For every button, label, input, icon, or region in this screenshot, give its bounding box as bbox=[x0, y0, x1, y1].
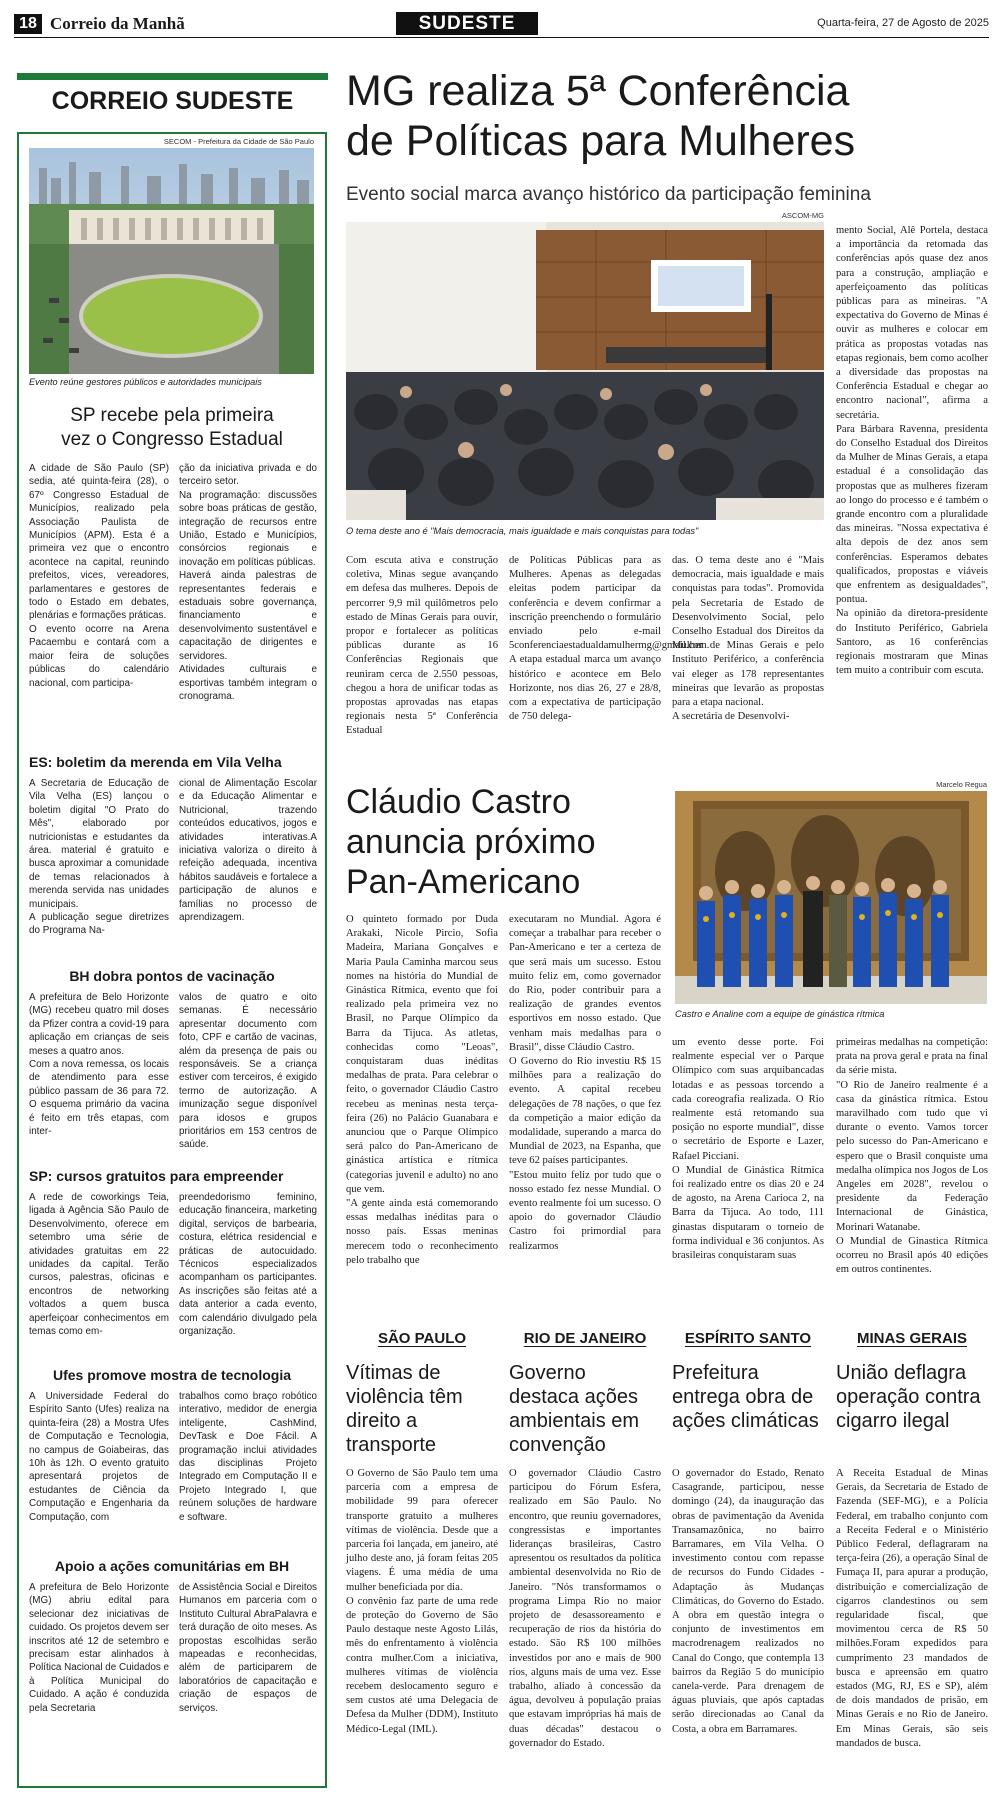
region-title: União deflagra operação contra cigarro ilegal bbox=[836, 1362, 981, 1432]
header-rule bbox=[14, 37, 989, 38]
brief-2-title: BH dobra pontos de vacinação bbox=[69, 968, 275, 984]
lead-col4: mento Social, Alê Portela, destaca a importância da retomada das conferências após quase dez anos para a construção, ampliação e aperfeiçoamento das políticas públicas para as mineiras. "A expectativa do Governo de Minas é ouvir as mulheres e colocar em prática as propostas votadas nas etapas regionais, bem como acolher a diversidade das propostas na Conferência Estadual e chegar ao encontro nacional", afirma a secretária. Para Bárbara Ravenna, presidenta do Conselho Estadual dos Direitos da Mulher de Minas Gerais, a etapa estadual é a consolidação das propostas que as mulheres fizeram ao longo do processo e é também o grande encontro com a pluralidade das mineiras. "Nossa expectativa é alta depois de dez anos sem conferências. Esperamos debates qualificados, propostas e viáveis que enfrentem as desigualdades", pontua. Na opinião da diretora-presidente do Instituto Periférico, Gabriela Santoro, as 16 conferências regionais mostraram que Minas tem muito a contribuir com escuta. bbox=[836, 225, 988, 677]
second-headline bbox=[346, 782, 666, 902]
brief-3-title: SP: cursos gratuitos para empreender bbox=[29, 1168, 284, 1184]
second-col2: executaram no Mundial. Agora é começar a trabalhar para receber o Pan-Americano e ter a certeza de que será mais um sucesso. Estou muito feliz em, como governador do Rio, poder contribuir para a realização de grandes eventos esportivos em nosso estado. Que venham mais medalhas para o Brasil", disse Cláudio Castro. O Governo do Rio investiu R$ 15 milhões para a realização do evento. A capital recebeu delegações de 78 nações, o que fez da competição a maior edição da modalidade, superando a marca do Mundial de 2023, na Espanha, que teve 62 países participantes. "Estou muito feliz por tudo que o nosso estado fez nesse Mundial. O evento realmente foi um sucesso. O apoio do governador Cláudio Castro foi primordial para realizarmos bbox=[509, 914, 661, 1252]
brief-1-col1: A Secretaria de Educação de Vila Velha (ES) lançou o boletim digital "O Prato do Mês", elaborado por nutricionistas e estudantes da área. material é gratuito e busca aproximar a comunidade de temas relacionados à merenda servida nas unidades municipais. A publicação segue diretrizes do Programa Na- bbox=[29, 778, 169, 937]
brief-4-title: Ufes promove mostra de tecnologia bbox=[52, 1367, 292, 1383]
region-minas-gerais bbox=[836, 1330, 988, 1790]
second-photo bbox=[675, 791, 987, 1004]
sidebar-lead-col1: A cidade de São Paulo (SP) sedia, até quinta-feira (28), o 67º Congresso Estadual de Municípios, realizado pela Associação Paulista de Municípios (APM). Esta é a primeira vez que o encontro acontece na capital, reunindo prefeitos, vices, vereadores, parlamentares e gestores de todo o Estado em debates, plenárias e formações práticas. O evento ocorre na Arena Pacaembu e contará com a maior feira de soluções públicas do calendário nacional, com participa- bbox=[29, 463, 169, 689]
lead-photo bbox=[346, 222, 824, 520]
sidebar-lead-title-line1: SP recebe pela primeira bbox=[70, 405, 274, 426]
region-rio-de-janeiro bbox=[509, 1330, 661, 1790]
region-title: Prefeitura entrega obra de ações climáticas bbox=[672, 1362, 819, 1432]
brief-1-col2: cional de Alimentação Escolar e da Educação Alimentar e Nutricional, trazendo conteúdos educativos, jogos e atividades interativas.A iniciativa valoriza o direito à refeição adequada, incentiva hábitos saudáveis e fortalece a participação de alunos e famílias no processo de aprendizagem. bbox=[179, 778, 317, 924]
brief-2-col2: valos de quatro e oito semanas. É necessário apresentar documento com foto, CPF e cartão de vacinas, além da presença de pais ou responsáveis. Se a criança estiver com terceiros, é exigido termo de autorização. A imunização segue disponível para idosos e grupos prioritários em 153 centros de saúde. bbox=[179, 992, 317, 1151]
sidebar-photo-caption: Evento reúne gestores públicos e autoridades municipais bbox=[29, 377, 262, 387]
second-col1: O quinteto formado por Duda Arakaki, Nicole Pircio, Sofia Madeira, Mariana Gonçalves e Maria Paula Caminha marcou seus nomes na história do Mundial de Ginástica Rítmica, evento que foi realizado pela primeira vez no Brasil, no Parque Olímpico da Barra da Tijuca. As atletas, conhecidas como "Leoas", conquistaram duas inéditas medalhas de prata. Para celebrar o feito, o governador Cláudio Castro recebeu as meninas nesta terça-feira (26) no Palácio Guanabara e anunciou que o Parque Olímpico será palco do Pan-Americano de ginástica artística e rítmica (categorias juvenil e adulto) no ano que vem. "A gente ainda está comemorando essas medalhas inéditas para o nosso país. Essas meninas merecem todo o reconhecimento pelo trabalho que bbox=[346, 914, 498, 1266]
lead-col3: das. O tema deste ano é "Mais democracia, mais igualdade e mais conquistas para todas". Promovida pela Secretaria de Estado de Desenvolvimento Social, pelo Conselho Estadual dos Direitos da Mulher de Minas Gerais e pelo Instituto Periférico, a conferência vai eleger as 178 representantes mineiras que levarão as propostas para a etapa nacional. A secretária de Desenvolvi- bbox=[672, 555, 824, 723]
page-header bbox=[14, 12, 989, 38]
sidebar-box bbox=[17, 132, 327, 1788]
region-text: O governador do Estado, Renato Casagrande, participou, nesse domingo (24), da inauguração das obras de pavimentação da Avenida Transamazônica, no bairro Barramares, em Vila Velha. O investimento contou com repasse de recursos do Fundo Cidades - Adaptação às Mudanças Climáticas, do Governo do Estado. A obra em questão integra o conjunto de investimentos em macrodrenagem realizados no Canal do Congo, que contempla 13 bairros da Região 5 do município canela-verde. Para drenagem de águas pluviais, que após captadas serão direcionadas ao Canal da Costa, a obra em Barramares. bbox=[672, 1468, 824, 1735]
brief-4-col1: A Universidade Federal do Espírito Santo (Ufes) realiza na quinta-feira (28) a Mostra Ufes de Computação e Tecnologia, no campus de Goiabeiras, das 10h às 12h. O evento gratuito apresentará projetos de estudantes de Ciência da Computação e Engenharia da Computação, com bbox=[29, 1391, 169, 1523]
sidebar-top-bar bbox=[17, 73, 328, 80]
brief-5-col2: de Assistência Social e Direitos Humanos em parceria com o Instituto Cultural AbraPalavra e terá duração de oito meses. As propostas escolhidas serão mapeadas e reconhecidas, além de participarem de laboratórios de capacitação e criação de espaços de serviços. bbox=[179, 1582, 317, 1714]
second-headline-line2: anuncia próximo bbox=[346, 823, 596, 861]
sidebar-photo-credit: SECOM - Prefeitura da Cidade de São Paulo bbox=[163, 137, 314, 146]
sidebar-lead-title bbox=[19, 404, 325, 452]
brief-2-col1: A prefeitura de Belo Horizonte (MG) recebeu quatro mil doses da Pfizer contra a covid-19 para aplicação em crianças de seis meses a quatro anos. Com a nova remessa, os locais de atendimento para esse público passam de 36 para 72. O esquema primário da vacina é feito em três etapas, com inter- bbox=[29, 992, 169, 1138]
second-photo-caption: Castro e Analine com a equipe de ginástica rítmica bbox=[675, 1009, 885, 1019]
second-col4: primeiras medalhas na competição: prata na prova geral e prata na final da série mista. "O Rio de Janeiro realmente é a casa da ginástica rítmica. Estou maravilhado com tudo que vi durante o evento. Vamos torcer pelo sucesso do Pan-Americano e espero que o Brasil conquiste uma medalha olímpica nos Jogos de Los Angeles em 2028", revelou o presidente da Federação Internacional de Ginástica, Morinari Watanabe. O Mundial de Ginastica Rítmica ocorreu no Brasil após 40 edições em outros continentes. bbox=[836, 1037, 988, 1276]
brief-4-col2: trabalhos como braço robótico interativo, medidor de energia inteligente, CashMind, DevTask e Doe Fácil. A programação inclui atividades das disciplinas Projeto Integrado em Computação II e Projeto Integrado I, que reúnem soluções de hardware e software. bbox=[179, 1391, 317, 1523]
lead-headline bbox=[346, 66, 996, 166]
region-espirito-santo bbox=[672, 1330, 824, 1790]
lead-photo-credit: ASCOM-MG bbox=[781, 211, 824, 220]
lead-headline-line2: de Políticas para Mulheres bbox=[346, 117, 856, 165]
lead-col1: Com escuta ativa e construção coletiva, Minas segue avançando em defesa das mulheres. Depois de percorrer 9,9 mil quilômetros pelo estado de Minas Gerais para ouvir, propor e fortalecer as políticas públicas durante as 16 Conferências Regionais que reuniram cerca de 2.550 pessoas, chegou a hora de unificar todas as propostas aprovadas nas etapas regionais nesta 5ª Conferência Estadual bbox=[346, 555, 498, 737]
lead-col2: de Políticas Públicas para as Mulheres. Apenas as delegadas eleitas podem participar da conferência e devem confirmar a inscrição preenchendo o formulário enviado pelo e-mail 5conferenciaestadualdamulhermg@gmail.com. A etapa estadual marca um avanço histórico e acontece em Belo Horizonte, nos dias 26, 27 e 28/8, com a expectativa de participação de 750 delega- bbox=[509, 555, 710, 723]
brief-5-title: Apoio a ações comunitárias em BH bbox=[54, 1558, 290, 1574]
second-col3: um evento desse porte. Foi realmente especial ver o Parque Olímpico com suas arquibancadas lotadas e as pessoas torcendo a cada coreografia realizada. O Rio realmente está retomando sua posição no esporte mundial", disse o secretário de Esporte e Lazer, Rafael Picciani. O Mundial de Ginástica Rítmica foi realizado entre os dias 20 e 24 de agosto, na Arena Carioca 2, na Barra da Tijuca. Ao todo, 111 ginastas disputaram o torneio de forma individual e 36 conjuntos. As brasileiras conquistaram suas bbox=[672, 1037, 824, 1262]
second-photo-credit: Marcelo Regua bbox=[936, 780, 987, 789]
sidebar-lead-col2: ção da iniciativa privada e do terceiro setor. Na programação: discussões sobre boas práticas de gestão, integração de recursos entre União, Estado e Municípios, consórcios regionais e inovação em políticas públicas. Haverá ainda palestras de representantes federais e estaduais sobre governança, financiamento e desenvolvimento sustentável e capacitação de dirigentes e servidores. Atividades culturais e esportivas também integram o cronograma. bbox=[179, 463, 317, 702]
second-headline-line3: Pan-Americano bbox=[346, 863, 581, 901]
sidebar-photo bbox=[29, 148, 314, 374]
region-text: O Governo de São Paulo tem uma parceria com a empresa de mobilidade 99 para oferecer transporte gratuito a mulheres vítimas de violência. Desde que a parceria foi lançada, em janeiro, até julho deste ano, já foram feitas 205 viagens. É uma média de uma mulher beneficiada por dia. O convênio faz parte de uma rede de proteção do Governo de São Paulo destaque neste Agosto Lilás, mês do enfrentamento à violência contra mulher.Com a iniciativa, mulheres vítimas de violência recebem deslocamento seguro e sem custos até uma Delegacia de Defesa da Mulher (DDM), Instituto Médico-Legal (IML). bbox=[346, 1468, 498, 1735]
region-text: O governador Cláudio Castro participou do Fórum Esfera, realizado em São Paulo. No encontro, que reuniu governadores, congressistas e importantes lideranças brasileiras, Castro apresentou os resultados da política ambiental desenvolvida no Rio de Janeiro. "Nós transformamos o programa Limpa Rio no maior projeto de desassoreamento e recuperação de rios da história do estado. São R$ 100 milhões investidos por ano e mais de 900 rios, alguns mais de uma vez. Esse trabalho, aliado à concessão da água, devolveu à população praias que estavam impróprias há mais de duas décadas" destacou o governador do Estado. bbox=[509, 1468, 661, 1749]
brief-3-col2: preendedorismo feminino, educação financeira, marketing digital, serviços de barbearia, costura, elétrica residencial e práticas de autocuidado. Técnicos especializados acompanham os participantes. As inscrições são feitas até a data anterior a cada evento, com calendário divulgado pela organização. bbox=[179, 1192, 317, 1338]
region-name: ESPÍRITO SANTO bbox=[684, 1330, 812, 1347]
lead-photo-caption: O tema deste ano é "Mais democracia, mais igualdade e mais conquistas para todas" bbox=[346, 526, 699, 536]
region-name: RIO DE JANEIRO bbox=[523, 1330, 647, 1347]
region-name: MINAS GERAIS bbox=[856, 1330, 967, 1347]
second-headline-line1: Cláudio Castro bbox=[346, 783, 571, 821]
page-date: Quarta-feira, 27 de Agosto de 2025 bbox=[817, 17, 989, 29]
section-label: SUDESTE bbox=[396, 12, 538, 35]
lead-subtitle: Evento social marca avanço histórico da participação feminina bbox=[346, 184, 871, 205]
sidebar-title: CORREIO SUDESTE bbox=[51, 87, 294, 115]
region-text: A Receita Estadual de Minas Gerais, da Secretaria de Estado de Fazenda (SEF-MG), e a Polícia Federal, em trabalho conjunto com a Receita Federal e o Ministério Público Federal, deflagraram na terça-feira (26), a operação Sinal de Fumaça II, para apurar a produção, distribuição e comercialização de cigarros clandestinos ou sem regularidade fiscal, que movimentou cerca de R$ 50 milhões.Foram expedidos para cumprimento 23 mandados de busca e apreensão em quatro estados (MG, RJ, ES e SP), além de dois mandados de prisão, em Minas Gerais e no Rio de Janeiro. Em Minas Gerais, são seis mandados de busca. bbox=[836, 1468, 988, 1749]
newspaper-name: Correio da Manhã bbox=[50, 14, 185, 33]
brief-1-title: ES: boletim da merenda em Vila Velha bbox=[29, 754, 282, 770]
brief-5-col1: A prefeitura de Belo Horizonte (MG) abriu edital para selecionar dez iniciativas de cuidado. Os projetos devem ser inscritos até 12 de setembro e precisam estar alinhados à Política Nacional de Cuidados e à Política Municipal do Cuidado. A ação é conduzida pela Secretaria bbox=[29, 1582, 169, 1714]
sidebar-lead-title-line2: vez o Congresso Estadual bbox=[61, 429, 283, 450]
region-name: SÃO PAULO bbox=[377, 1330, 467, 1347]
region-sao-paulo bbox=[346, 1330, 498, 1790]
page-number: 18 bbox=[14, 14, 42, 34]
region-title: Vítimas de violência têm direito a transporte bbox=[346, 1362, 463, 1456]
brief-3-col1: A rede de coworkings Teia, ligada à Agência São Paulo de Desenvolvimento, oferece em setembro uma série de atividades gratuitas em 22 unidades da capital. Terão cursos, palestras, oficinas e encontros de networking voltados a quem busca aperfeiçoar conhecimentos em temas como em- bbox=[29, 1192, 169, 1338]
lead-headline-line1: MG realiza 5ª Conferência bbox=[346, 67, 850, 115]
region-title: Governo destaca ações ambientais em convenção bbox=[509, 1362, 640, 1456]
